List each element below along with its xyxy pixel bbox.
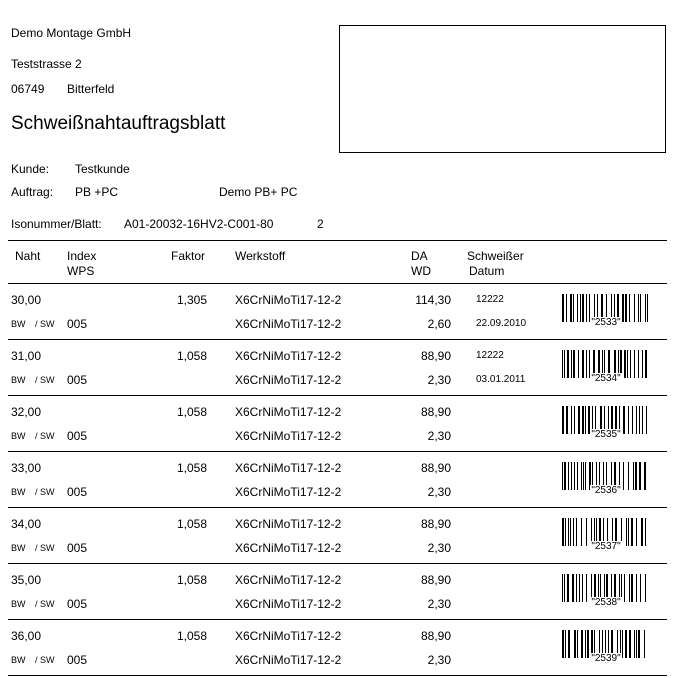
index-value: 005: [67, 541, 88, 555]
sw-label: / SW: [35, 543, 55, 553]
index-value: 005: [67, 317, 88, 331]
barcode-number: "2534": [591, 373, 621, 384]
header-bottom-rule: [8, 283, 667, 284]
company-zip: 06749: [11, 82, 45, 96]
naht-value: 35,00: [11, 573, 42, 587]
faktor-value: 1,058: [176, 349, 207, 363]
werkstoff-1: X6CrNiMoTi17-12-2: [235, 461, 342, 475]
schweisser-value: 12222: [476, 294, 504, 305]
index-value: 005: [67, 373, 88, 387]
sw-label: / SW: [35, 431, 55, 441]
company-street: Teststrasse 2: [11, 57, 82, 71]
logo-placeholder-box: [339, 25, 666, 153]
document-title: Schweißnahtauftragsblatt: [11, 113, 226, 134]
barcode-image: [562, 518, 650, 552]
iso-label: Isonummer/Blatt:: [11, 217, 102, 231]
table-top-rule: [8, 240, 667, 241]
wd-value: 2,60: [427, 317, 451, 331]
faktor-value: 1,305: [176, 293, 207, 307]
naht-value: 36,00: [11, 629, 42, 643]
col-da: DA: [411, 249, 428, 263]
werkstoff-1: X6CrNiMoTi17-12-2: [235, 405, 342, 419]
barcode-number: "2533": [591, 317, 621, 328]
da-value: 114,30: [415, 293, 451, 307]
barcode-image: [562, 350, 650, 384]
naht-value: 32,00: [11, 405, 42, 419]
werkstoff-1: X6CrNiMoTi17-12-2: [235, 293, 342, 307]
company-city: Bitterfeld: [67, 82, 115, 96]
iso-value: A01-20032-16HV2-C001-80: [124, 217, 274, 231]
col-wd: WD: [411, 264, 431, 278]
barcode-image: [562, 462, 650, 496]
datum-value: 03.01.2011: [476, 374, 526, 385]
col-schweisser: Schweißer: [467, 249, 524, 263]
da-value: 88,90: [420, 461, 451, 475]
werkstoff-2: X6CrNiMoTi17-12-2: [235, 597, 342, 611]
werkstoff-1: X6CrNiMoTi17-12-2: [235, 349, 342, 363]
barcode-number: "2537": [591, 541, 621, 552]
bw-label: BW: [11, 543, 26, 553]
werkstoff-2: X6CrNiMoTi17-12-2: [235, 317, 342, 331]
barcode-number: "2536": [591, 485, 621, 496]
wd-value: 2,30: [427, 541, 451, 555]
auftrag-value: PB +PC: [75, 185, 119, 199]
row-separator: [8, 451, 667, 452]
sw-label: / SW: [35, 319, 55, 329]
wd-value: 2,30: [427, 429, 451, 443]
barcode-image: [562, 574, 650, 608]
index-value: 005: [67, 429, 88, 443]
kunde-value: Testkunde: [75, 162, 130, 176]
row-separator: [8, 507, 667, 508]
naht-value: 34,00: [11, 517, 42, 531]
da-value: 88,90: [420, 629, 451, 643]
da-value: 88,90: [420, 349, 451, 363]
index-value: 005: [67, 485, 88, 499]
sw-label: / SW: [35, 487, 55, 497]
da-value: 88,90: [420, 573, 451, 587]
blatt-number: 2: [317, 217, 324, 231]
werkstoff-2: X6CrNiMoTi17-12-2: [235, 653, 342, 667]
auftrag-extra: Demo PB+ PC: [219, 185, 298, 199]
barcode-number: "2539": [591, 653, 621, 664]
bw-label: BW: [11, 655, 26, 665]
wd-value: 2,30: [427, 373, 451, 387]
col-wps: WPS: [67, 264, 95, 278]
werkstoff-2: X6CrNiMoTi17-12-2: [235, 429, 342, 443]
bw-label: BW: [11, 431, 26, 441]
barcode-number: "2535": [591, 429, 621, 440]
col-naht: Naht: [15, 249, 41, 263]
sw-label: / SW: [35, 599, 55, 609]
da-value: 88,90: [420, 405, 451, 419]
faktor-value: 1,058: [176, 405, 207, 419]
werkstoff-1: X6CrNiMoTi17-12-2: [235, 573, 342, 587]
bw-label: BW: [11, 319, 26, 329]
sw-label: / SW: [35, 655, 55, 665]
row-separator: [8, 339, 667, 340]
naht-value: 30,00: [11, 293, 42, 307]
row-separator: [8, 395, 667, 396]
bw-label: BW: [11, 375, 26, 385]
sw-label: / SW: [35, 375, 55, 385]
company-name: Demo Montage GmbH: [11, 26, 132, 40]
row-separator: [8, 675, 667, 676]
faktor-value: 1,058: [176, 573, 207, 587]
auftrag-label: Auftrag:: [11, 185, 54, 199]
barcode-image: [562, 406, 650, 440]
werkstoff-2: X6CrNiMoTi17-12-2: [235, 541, 342, 555]
barcode-image: [562, 630, 650, 664]
faktor-value: 1,058: [176, 517, 207, 531]
col-werkstoff: Werkstoff: [235, 249, 286, 263]
col-datum: Datum: [469, 264, 505, 278]
index-value: 005: [67, 597, 88, 611]
naht-value: 33,00: [11, 461, 42, 475]
index-value: 005: [67, 653, 88, 667]
barcode-number: "2538": [591, 597, 621, 608]
bw-label: BW: [11, 487, 26, 497]
col-index: Index: [67, 249, 97, 263]
werkstoff-1: X6CrNiMoTi17-12-2: [235, 629, 342, 643]
wd-value: 2,30: [427, 485, 451, 499]
kunde-label: Kunde:: [11, 162, 50, 176]
schweisser-value: 12222: [476, 350, 504, 361]
datum-value: 22.09.2010: [476, 318, 527, 329]
bw-label: BW: [11, 599, 26, 609]
wd-value: 2,30: [427, 597, 451, 611]
barcode-image: [562, 294, 650, 328]
faktor-value: 1,058: [176, 461, 207, 475]
row-separator: [8, 563, 667, 564]
col-faktor: Faktor: [171, 249, 206, 263]
werkstoff-2: X6CrNiMoTi17-12-2: [235, 373, 342, 387]
da-value: 88,90: [420, 517, 451, 531]
wd-value: 2,30: [427, 653, 451, 667]
naht-value: 31,00: [11, 349, 42, 363]
werkstoff-2: X6CrNiMoTi17-12-2: [235, 485, 342, 499]
faktor-value: 1,058: [176, 629, 207, 643]
werkstoff-1: X6CrNiMoTi17-12-2: [235, 517, 342, 531]
row-separator: [8, 619, 667, 620]
